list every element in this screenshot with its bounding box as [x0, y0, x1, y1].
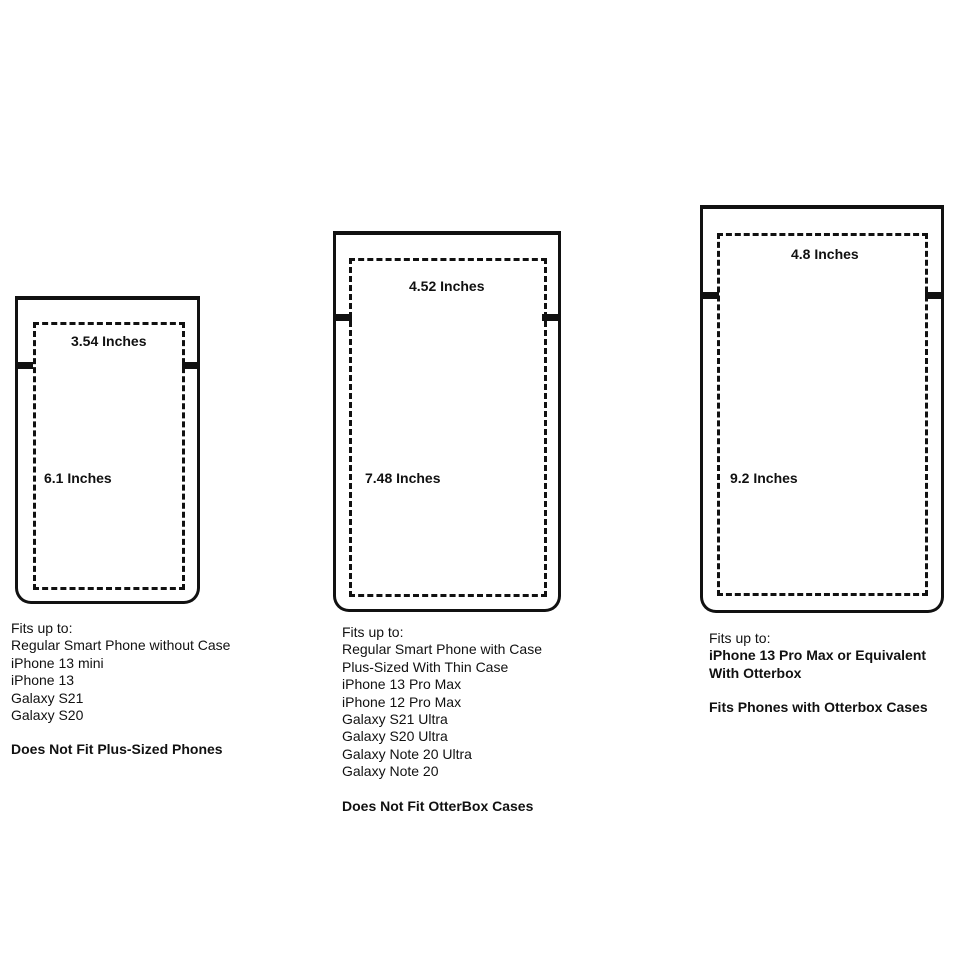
pouch-large-phone-area: [717, 233, 928, 596]
pouch-large-note: Fits Phones with Otterbox Cases: [709, 699, 928, 716]
fits-item: iPhone 13 Pro Max or Equivalent: [709, 647, 927, 664]
fits-item: Regular Smart Phone without Case: [11, 637, 231, 654]
pouch-large-fits-list: [709, 630, 928, 717]
fits-item: iPhone 12 Pro Max: [342, 693, 462, 710]
pouch-medium-note: Does Not Fit OtterBox Cases: [342, 797, 534, 814]
pouch-small-note: Does Not Fit Plus-Sized Phones: [11, 741, 223, 758]
pouch-large-outline: [700, 205, 944, 613]
pouch-small-phone-area: [33, 322, 185, 590]
fits-item: Galaxy S21 Ultra: [342, 711, 448, 728]
pouch-large-height-label: 9.2 Inches: [730, 470, 798, 486]
pouch-small-height-label: 6.1 Inches: [44, 470, 112, 486]
pouch-large-fits-heading: Fits up to:: [709, 630, 771, 646]
fits-item: Galaxy Note 20: [342, 763, 439, 780]
fits-item: Galaxy Note 20 Ultra: [342, 745, 472, 762]
pouch-medium-width-label: 4.52 Inches: [409, 278, 485, 294]
pouch-small-width-label: 3.54 Inches: [71, 333, 147, 349]
fits-item: Galaxy S21: [11, 689, 84, 706]
fits-item: With Otterbox: [709, 664, 802, 681]
fits-item: Plus-Sized With Thin Case: [342, 658, 509, 675]
pouch-small-fits-heading: Fits up to:: [11, 620, 73, 636]
fits-item: iPhone 13 Pro Max: [342, 676, 462, 693]
fits-item: Regular Smart Phone with Case: [342, 641, 542, 658]
pouch-small-fits-list: [11, 620, 230, 759]
pouch-medium-fits-list: [342, 624, 542, 815]
pouch-large-width-label: 4.8 Inches: [791, 246, 859, 262]
fits-item: Galaxy S20: [11, 707, 84, 724]
pouch-medium-phone-area: [349, 258, 547, 597]
fits-item: iPhone 13 mini: [11, 654, 104, 671]
pouch-medium-height-label: 7.48 Inches: [365, 470, 441, 486]
pouch-small-left-notch: [15, 362, 33, 369]
fits-item: iPhone 13: [11, 672, 75, 689]
pouch-medium-fits-heading: Fits up to:: [342, 624, 404, 640]
fits-item: Galaxy S20 Ultra: [342, 728, 448, 745]
